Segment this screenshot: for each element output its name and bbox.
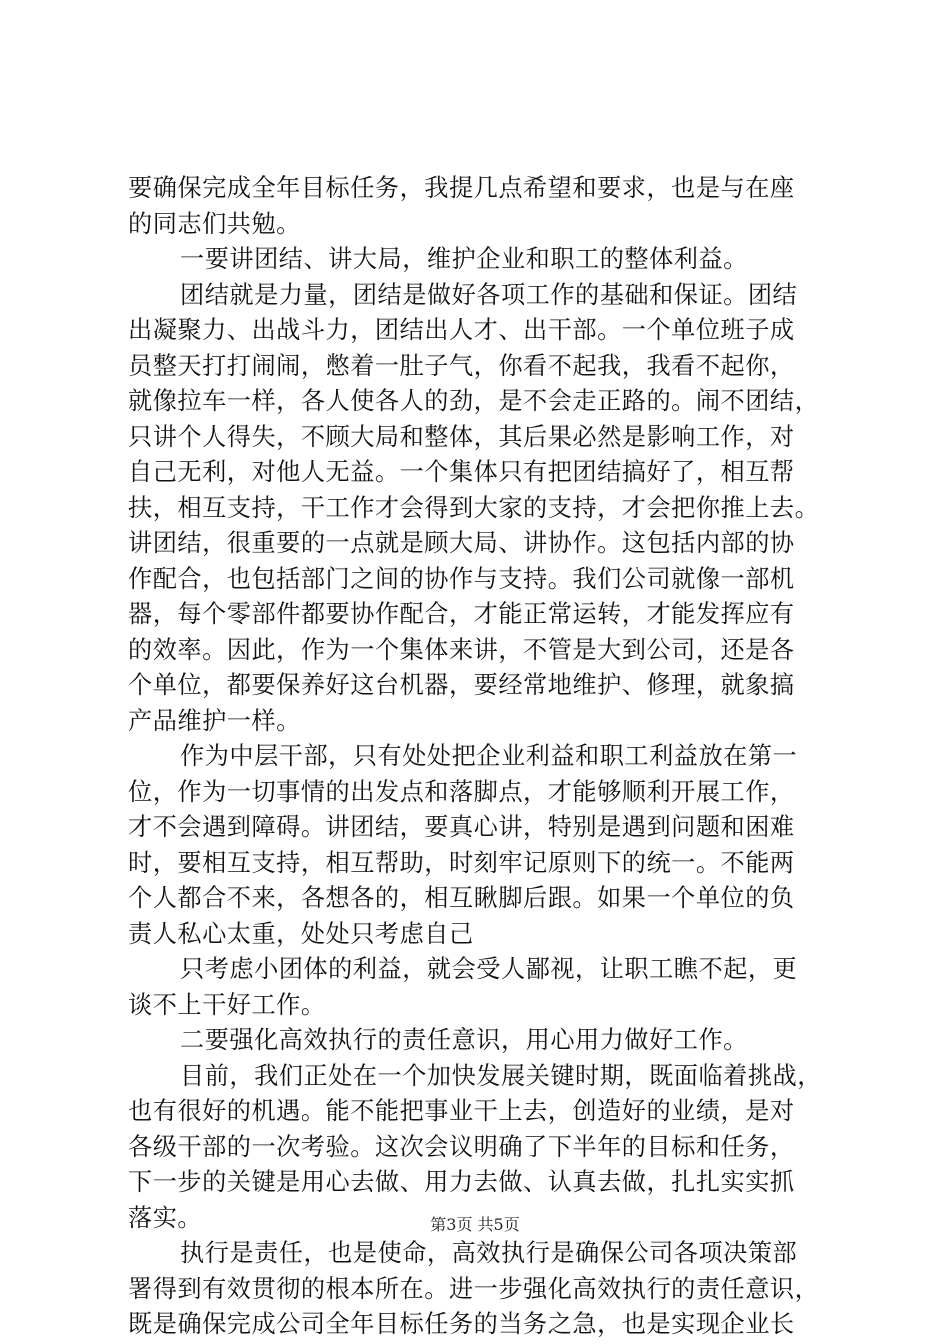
text-line: 位，作为一切事情的出发点和落脚点，才能够顺利开展工作， — [128, 777, 795, 806]
text-line: 各级干部的一次考验。这次会议明确了下半年的目标和任务， — [128, 1132, 795, 1161]
text-line: 才不会遇到障碍。讲团结，要真心讲，特别是遇到问题和困难 — [128, 813, 795, 841]
text-line: 出凝聚力、出战斗力，团结出人才、出干部。一个单位班子成 — [128, 316, 795, 344]
text-line: 就像拉车一样，各人使各人的劲，是不会走正路的。闹不团结， — [128, 387, 820, 415]
text-line: 一要讲团结、讲大局，维护企业和职工的整体利益。 — [180, 245, 748, 273]
text-line: 的同志们共勉。 — [128, 209, 301, 238]
text-line: 也有很好的机遇。能不能把事业干上去，创造好的业绩，是对 — [128, 1097, 795, 1125]
text-line: 产品维护一样。 — [128, 706, 301, 735]
text-line: 员整天打打闹闹，憋着一肚子气，你看不起我，我看不起你， — [128, 351, 795, 380]
text-line: 只考虑小团体的利益，就会受人鄙视，让职工瞧不起，更 — [180, 955, 798, 983]
document-body — [128, 171, 828, 1343]
text-line: 署得到有效贯彻的根本所在。进一步强化高效执行的责任意识， — [128, 1274, 820, 1303]
text-line: 的效率。因此，作为一个集体来讲，不管是大到公司，还是各 — [128, 635, 795, 664]
text-line: 目前，我们正处在一个加快发展关键时期，既面临着挑战， — [180, 1061, 822, 1090]
text-line: 只讲个人得失，不顾大局和整体，其后果必然是影响工作，对 — [128, 422, 795, 451]
page-footer: 第3页 共5页 — [430, 1215, 520, 1234]
text-line: 个单位，都要保养好这台机器，要经常地维护、修理，就象搞 — [128, 671, 795, 699]
text-line: 作配合，也包括部门之间的协作与支持。我们公司就像一部机 — [128, 564, 795, 593]
text-line: 责人私心太重，处处只考虑自己 — [128, 919, 474, 948]
text-line: 既是确保完成公司全年目标任务的当务之急，也是实现企业长 — [128, 1310, 795, 1338]
text-line: 作为中层干部，只有处处把企业利益和职工利益放在第一 — [180, 742, 798, 770]
text-line: 谈不上干好工作。 — [128, 990, 326, 1019]
text-line: 讲团结，很重要的一点就是顾大局、讲协作。这包括内部的协 — [128, 529, 795, 557]
text-line: 个人都合不来，各想各的，相互瞅脚后跟。如果一个单位的负 — [128, 884, 795, 912]
text-line: 时，要相互支持，相互帮助，时刻牢记原则下的统一。不能两 — [128, 848, 795, 877]
text-line: 自己无利，对他人无益。一个集体只有把团结搞好了，相互帮 — [128, 458, 795, 486]
text-line: 下一步的关键是用心去做、用力去做、认真去做，扎扎实实抓 — [128, 1168, 795, 1196]
text-line: 二要强化高效执行的责任意识，用心用力做好工作。 — [180, 1026, 748, 1054]
text-line: 执行是责任，也是使命，高效执行是确保公司各项决策部 — [180, 1239, 798, 1267]
text-line: 团结就是力量，团结是做好各项工作的基础和保证。团结 — [180, 280, 798, 309]
text-line: 要确保完成全年目标任务，我提几点希望和要求，也是与在座 — [128, 174, 795, 202]
text-line: 落实。 — [128, 1203, 203, 1232]
text-line: 器，每个零部件都要协作配合，才能正常运转，才能发挥应有 — [128, 600, 795, 628]
text-line: 扶，相互支持，干工作才会得到大家的支持，才会把你推上去。 — [128, 493, 820, 522]
